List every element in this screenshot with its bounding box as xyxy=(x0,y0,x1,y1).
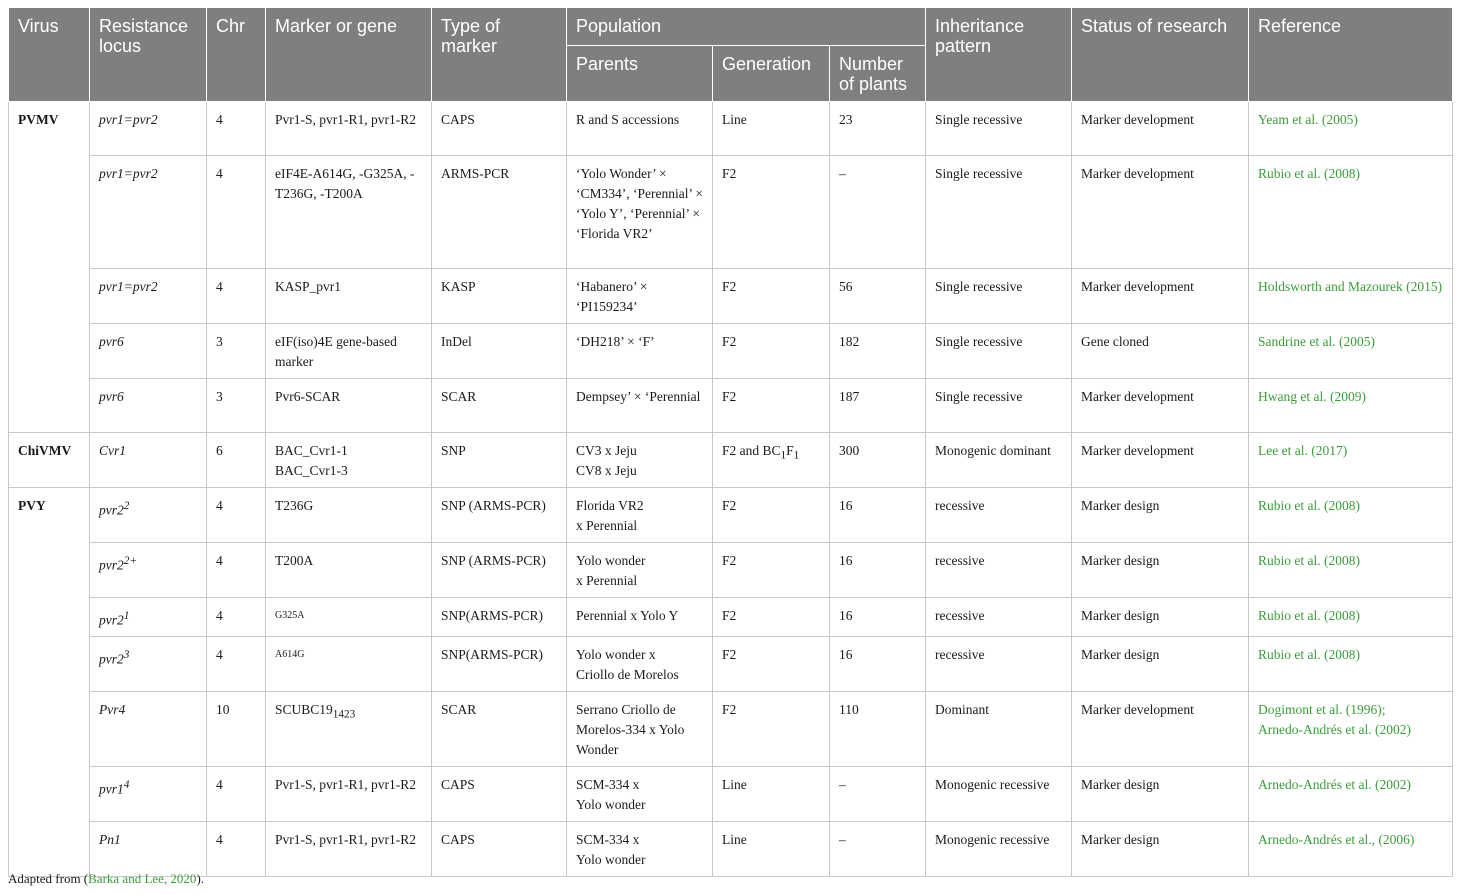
plants-cell: – xyxy=(830,822,926,877)
parents-line: CV8 x Jeju xyxy=(576,462,637,478)
marker-text: SCUBC19 xyxy=(275,702,333,717)
marker-cell: T236G xyxy=(266,487,432,542)
type-cell: SCAR xyxy=(432,378,567,432)
chr-cell: 4 xyxy=(207,542,266,597)
chr-cell: 3 xyxy=(207,378,266,432)
parents-line: Yolo wonder xyxy=(576,852,646,867)
parents-cell xyxy=(567,637,713,692)
chr-cell: 3 xyxy=(207,323,266,378)
virus-cell: PVMV xyxy=(9,101,90,432)
generation-cell: F2 xyxy=(713,637,830,692)
reference-link[interactable]: Hwang et al. (2009) xyxy=(1249,378,1453,432)
type-cell: CAPS xyxy=(432,101,567,155)
chr-cell: 4 xyxy=(207,597,266,637)
locus-cell: Cvr1 xyxy=(90,432,207,487)
reference-link[interactable]: Rubio et al. (2008) xyxy=(1249,487,1453,542)
status-cell: Marker design xyxy=(1072,637,1249,692)
generation-cell: F2 xyxy=(713,542,830,597)
reference-cell xyxy=(1249,692,1453,767)
table-row xyxy=(9,378,1453,432)
reference-link[interactable]: Rubio et al. (2008) xyxy=(1249,155,1453,268)
type-cell: SCAR xyxy=(432,692,567,767)
parents-cell xyxy=(567,767,713,822)
type-cell: CAPS xyxy=(432,767,567,822)
plants-cell: – xyxy=(830,767,926,822)
inheritance-cell: Single recessive xyxy=(926,268,1072,323)
header-parents: Parents xyxy=(567,45,713,101)
status-cell: Gene cloned xyxy=(1072,323,1249,378)
marker-cell xyxy=(266,432,432,487)
parents-cell: ‘Habanero’ × ‘PI159234’ xyxy=(567,268,713,323)
parents-cell: Perennial x Yolo Y xyxy=(567,597,713,637)
table-row xyxy=(9,767,1453,822)
status-cell: Marker development xyxy=(1072,692,1249,767)
status-cell: Marker development xyxy=(1072,155,1249,268)
chr-cell: 4 xyxy=(207,637,266,692)
locus-cell: pvr1=pvr2 xyxy=(90,155,207,268)
status-cell: Marker development xyxy=(1072,378,1249,432)
reference-link[interactable]: Arnedo-Andrés et al. (2002) xyxy=(1258,722,1411,737)
status-cell: Marker design xyxy=(1072,597,1249,637)
locus-cell: pvr1=pvr2 xyxy=(90,268,207,323)
reference-link[interactable]: Arnedo-Andrés et al. (2002) xyxy=(1249,767,1453,822)
generation-cell: F2 xyxy=(713,323,830,378)
parents-cell xyxy=(567,542,713,597)
parents-line: Yolo wonder xyxy=(576,797,646,812)
table-row xyxy=(9,487,1453,542)
locus-superscript: 1 xyxy=(123,609,130,622)
plants-cell: 56 xyxy=(830,268,926,323)
marker-table xyxy=(8,8,1453,877)
status-cell: Marker design xyxy=(1072,487,1249,542)
inheritance-cell: Single recessive xyxy=(926,101,1072,155)
plants-cell: – xyxy=(830,155,926,268)
footnote-link[interactable]: Barka and Lee, 2020 xyxy=(88,871,197,886)
header-generation: Generation xyxy=(713,45,830,101)
reference-link[interactable]: Lee et al. (2017) xyxy=(1249,432,1453,487)
inheritance-cell: Monogenic recessive xyxy=(926,822,1072,877)
parents-line: CV3 x Jeju xyxy=(576,442,637,458)
header-status-of-research: Status of research xyxy=(1072,8,1249,101)
generation-cell: Line xyxy=(713,101,830,155)
locus-text: pvr2 xyxy=(99,612,124,627)
table-row xyxy=(9,323,1453,378)
status-cell: Marker development xyxy=(1072,268,1249,323)
plants-cell: 187 xyxy=(830,378,926,432)
status-cell: Marker development xyxy=(1072,101,1249,155)
inheritance-cell: recessive xyxy=(926,597,1072,637)
reference-link[interactable]: Arnedo-Andrés et al., (2006) xyxy=(1249,822,1453,877)
reference-link[interactable]: Rubio et al. (2008) xyxy=(1249,597,1453,637)
inheritance-cell: Dominant xyxy=(926,692,1072,767)
generation-cell: F2 xyxy=(713,155,830,268)
table-row xyxy=(9,542,1453,597)
locus-cell: Pvr4 xyxy=(90,692,207,767)
marker-line: BAC_Cvr1-3 xyxy=(275,462,348,478)
parents-line: Criollo de Morelos xyxy=(576,667,679,682)
inheritance-cell: recessive xyxy=(926,487,1072,542)
chr-cell: 4 xyxy=(207,822,266,877)
chr-cell: 4 xyxy=(207,155,266,268)
generation-cell: Line xyxy=(713,822,830,877)
plants-cell: 16 xyxy=(830,542,926,597)
table-row xyxy=(9,101,1453,155)
chr-cell: 10 xyxy=(207,692,266,767)
chr-cell: 4 xyxy=(207,101,266,155)
header-reference: Reference xyxy=(1249,8,1453,101)
type-cell: SNP (ARMS-PCR) xyxy=(432,542,567,597)
type-cell: SNP(ARMS-PCR) xyxy=(432,597,567,637)
parents-cell: ‘DH218’ × ‘F’ xyxy=(567,323,713,378)
type-cell: CAPS xyxy=(432,822,567,877)
table-row xyxy=(9,692,1453,767)
parents-cell: Serrano Criollo de Morelos-334 x Yolo Wonder xyxy=(567,692,713,767)
locus-cell xyxy=(90,487,207,542)
virus-cell: PVY xyxy=(9,487,90,877)
marker-cell xyxy=(266,692,432,767)
generation-cell: F2 xyxy=(713,692,830,767)
type-cell: InDel xyxy=(432,323,567,378)
plants-cell: 300 xyxy=(830,432,926,487)
type-cell: SNP xyxy=(432,432,567,487)
table-row xyxy=(9,268,1453,323)
parents-cell: R and S accessions xyxy=(567,101,713,155)
generation-text: F2 and BC xyxy=(722,442,781,458)
parents-cell: ‘Yolo Wonder’ × ‘CM334’, ‘Perennial’ × ‘Yolo Y’, ‘Perennial’ × ‘Florida VR2’ xyxy=(567,155,713,268)
marker-cell: Pvr1-S, pvr1-R1, pvr1-R2 xyxy=(266,822,432,877)
parents-line: Florida VR2 xyxy=(576,497,644,513)
plants-cell: 110 xyxy=(830,692,926,767)
header-resistance-locus: Resistance locus xyxy=(90,8,207,101)
marker-cell: Pvr6-SCAR xyxy=(266,378,432,432)
header-inheritance-pattern: Inheritance pattern xyxy=(926,8,1072,101)
marker-line: BAC_Cvr1-1 xyxy=(275,442,348,458)
locus-cell xyxy=(90,542,207,597)
plants-cell: 16 xyxy=(830,637,926,692)
status-cell: Marker design xyxy=(1072,542,1249,597)
reference-link[interactable]: Sandrine et al. (2005) xyxy=(1249,323,1453,378)
marker-cell: eIF(iso)4E gene-based marker xyxy=(266,323,432,378)
generation-subscript: 1 xyxy=(780,449,787,462)
header-virus: Virus xyxy=(9,8,90,101)
reference-link[interactable]: Rubio et al. (2008) xyxy=(1249,542,1453,597)
footnote-text: ). xyxy=(196,871,205,886)
parents-line: Yolo wonder x xyxy=(576,647,656,662)
marker-cell: Pvr1-S, pvr1-R1, pvr1-R2 xyxy=(266,101,432,155)
marker-cell: T200A xyxy=(266,542,432,597)
parents-cell: Dempsey’ × ‘Perennial xyxy=(567,378,713,432)
locus-cell: pvr6 xyxy=(90,323,207,378)
parents-line: SCM-334 x xyxy=(576,832,640,847)
inheritance-cell: Single recessive xyxy=(926,155,1072,268)
locus-text: pvr2 xyxy=(99,651,124,667)
locus-cell: Pn1 xyxy=(90,822,207,877)
table-row xyxy=(9,155,1453,268)
header-population: Population xyxy=(567,8,926,45)
reference-link[interactable]: Holdsworth and Mazourek (2015) xyxy=(1249,268,1453,323)
parents-line: SCM-334 x xyxy=(576,777,640,792)
parents-line: x Perennial xyxy=(576,572,638,588)
marker-cell: eIF4E-A614G, -G325A, -T236G, -T200A xyxy=(266,155,432,268)
locus-superscript: 2+ xyxy=(123,554,137,567)
type-cell: SNP (ARMS-PCR) xyxy=(432,487,567,542)
reference-link[interactable]: Rubio et al. (2008) xyxy=(1249,637,1453,692)
locus-cell xyxy=(90,597,207,637)
marker-subscript: 1423 xyxy=(332,708,356,721)
inheritance-cell: Monogenic dominant xyxy=(926,432,1072,487)
marker-cell: G325A xyxy=(266,597,432,637)
generation-cell: F2 xyxy=(713,487,830,542)
status-cell: Marker design xyxy=(1072,822,1249,877)
header-type-of-marker: Type of marker xyxy=(432,8,567,101)
type-cell: KASP xyxy=(432,268,567,323)
inheritance-cell: Single recessive xyxy=(926,378,1072,432)
status-cell: Marker design xyxy=(1072,767,1249,822)
locus-cell: pvr1=pvr2 xyxy=(90,101,207,155)
table-row xyxy=(9,432,1453,487)
status-cell: Marker development xyxy=(1072,432,1249,487)
parents-line: Yolo wonder xyxy=(576,552,646,568)
locus-superscript: 3 xyxy=(123,649,130,661)
marker-cell: A614G xyxy=(266,637,432,692)
parents-cell xyxy=(567,487,713,542)
generation-cell xyxy=(713,432,830,487)
inheritance-cell: recessive xyxy=(926,542,1072,597)
footnote-text: Adapted from ( xyxy=(8,871,89,886)
chr-cell: 4 xyxy=(207,767,266,822)
marker-cell: Pvr1-S, pvr1-R1, pvr1-R2 xyxy=(266,767,432,822)
header-number-of-plants: Number of plants xyxy=(830,45,926,101)
inheritance-cell: recessive xyxy=(926,637,1072,692)
generation-text: F xyxy=(786,442,794,458)
table-row xyxy=(9,637,1453,692)
locus-cell: pvr6 xyxy=(90,378,207,432)
plants-cell: 23 xyxy=(830,101,926,155)
locus-superscript: 2 xyxy=(123,499,130,512)
locus-superscript: 4 xyxy=(123,779,130,791)
chr-cell: 6 xyxy=(207,432,266,487)
parents-line: x Perennial xyxy=(576,517,638,533)
type-cell: SNP(ARMS-PCR) xyxy=(432,637,567,692)
plants-cell: 182 xyxy=(830,323,926,378)
inheritance-cell: Single recessive xyxy=(926,323,1072,378)
table-row xyxy=(9,822,1453,877)
inheritance-cell: Monogenic recessive xyxy=(926,767,1072,822)
type-cell: ARMS-PCR xyxy=(432,155,567,268)
locus-text: pvr2 xyxy=(99,502,124,517)
header-chr: Chr xyxy=(207,8,266,101)
generation-cell: F2 xyxy=(713,378,830,432)
reference-link[interactable]: Yeam et al. (2005) xyxy=(1249,101,1453,155)
virus-cell: ChiVMV xyxy=(9,432,90,487)
locus-text: pvr2 xyxy=(99,557,124,572)
table-footnote xyxy=(8,871,204,887)
chr-cell: 4 xyxy=(207,487,266,542)
table-row xyxy=(9,597,1453,637)
parents-cell xyxy=(567,822,713,877)
locus-cell xyxy=(90,637,207,692)
generation-subscript: 1 xyxy=(793,449,800,462)
locus-cell xyxy=(90,767,207,822)
plants-cell: 16 xyxy=(830,597,926,637)
generation-cell: F2 xyxy=(713,268,830,323)
generation-cell: F2 xyxy=(713,597,830,637)
plants-cell: 16 xyxy=(830,487,926,542)
header-marker-or-gene: Marker or gene xyxy=(266,8,432,101)
generation-cell: Line xyxy=(713,767,830,822)
locus-text: pvr1 xyxy=(99,781,124,797)
reference-link[interactable]: Dogimont et al. (1996); xyxy=(1258,702,1386,717)
marker-cell: KASP_pvr1 xyxy=(266,268,432,323)
chr-cell: 4 xyxy=(207,268,266,323)
parents-cell xyxy=(567,432,713,487)
